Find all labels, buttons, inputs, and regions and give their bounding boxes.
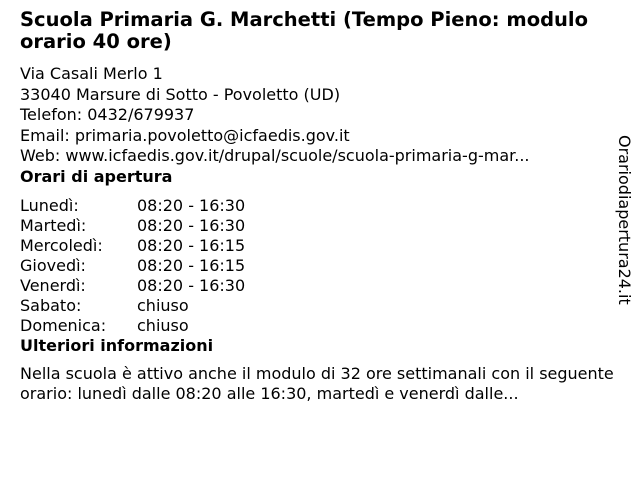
table-row xyxy=(20,256,245,276)
opening-hours-heading: Orari di apertura xyxy=(20,166,173,186)
website-link[interactable]: Web: www.icfaedis.gov.it/drupal/scuole/scuola-primaria-g-mar... xyxy=(20,146,530,165)
day-label: Lunedì: xyxy=(20,195,79,215)
day-label: Martedì: xyxy=(20,215,87,235)
table-row xyxy=(20,316,245,336)
email-address: Email: primaria.povoletto@icfaedis.gov.it xyxy=(20,125,350,145)
more-info-heading: Ulteriori informazioni xyxy=(20,335,214,355)
day-label: Sabato: xyxy=(20,295,82,315)
brand-watermark: Orariodiapertura24.it xyxy=(615,135,634,305)
table-row xyxy=(20,276,245,296)
phone-number: Telefon: 0432/679937 xyxy=(20,105,195,124)
table-row xyxy=(20,216,245,236)
address-street: Via Casali Merlo 1 xyxy=(20,64,163,83)
table-row xyxy=(20,296,245,316)
day-hours: chiuso xyxy=(137,295,189,315)
day-hours: 08:20 - 16:15 xyxy=(137,255,246,275)
day-hours: chiuso xyxy=(137,315,189,335)
day-label: Mercoledì: xyxy=(20,235,103,255)
table-row xyxy=(20,196,245,216)
day-hours: 08:20 - 16:30 xyxy=(137,195,246,215)
opening-hours-table xyxy=(20,196,245,336)
day-hours: 08:20 - 16:30 xyxy=(137,215,246,235)
day-label: Giovedì: xyxy=(20,255,86,275)
day-label: Venerdì: xyxy=(20,275,86,295)
contact-block xyxy=(20,64,628,167)
day-hours: 08:20 - 16:30 xyxy=(137,275,246,295)
more-info-text: Nella scuola è attivo anche il modulo di 32 ore settimanali con il seguente orario: lunedì dalle 08:20 alle 16:30, martedì e venerdì dalle... xyxy=(20,363,614,403)
school-info-card xyxy=(20,9,628,404)
day-label: Domenica: xyxy=(20,315,107,335)
table-row xyxy=(20,236,245,256)
day-hours: 08:20 - 16:15 xyxy=(137,235,246,255)
page-title: Scuola Primaria G. Marchetti (Tempo Pieno: modulo orario 40 ore) xyxy=(20,8,589,53)
address-city: 33040 Marsure di Sotto - Povoletto (UD) xyxy=(20,84,341,104)
